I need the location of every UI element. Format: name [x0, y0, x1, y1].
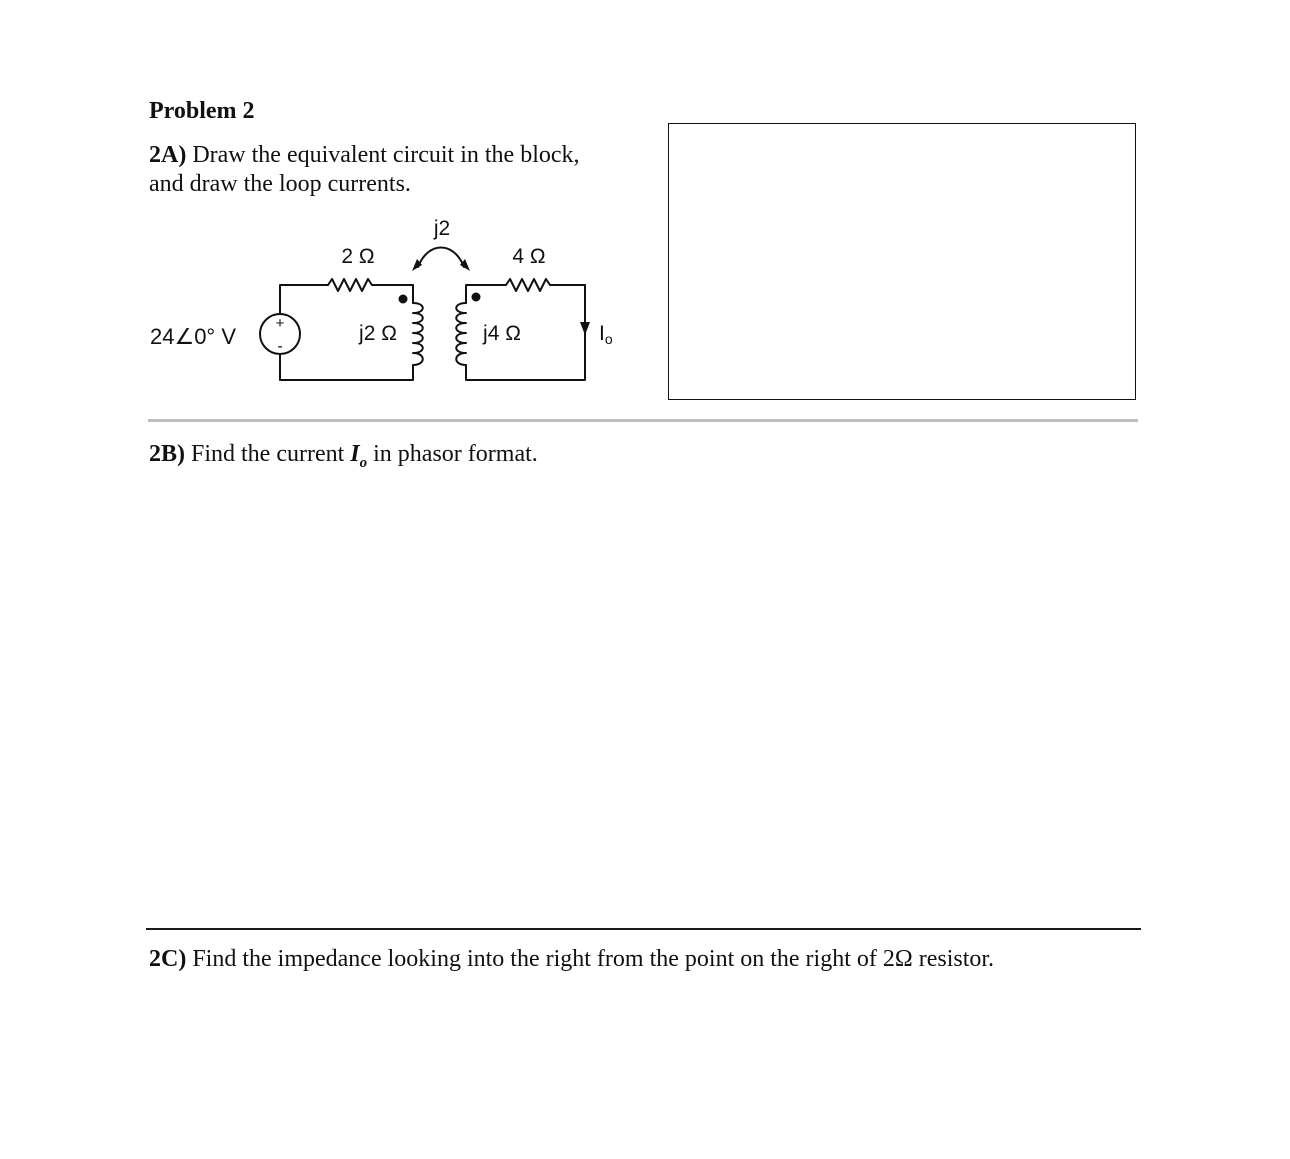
question-2a-label: 2A): [149, 142, 187, 168]
question-2b-variable-main: I: [350, 441, 360, 467]
r1-label: 2 Ω: [341, 245, 375, 268]
section-divider-2: [146, 928, 1141, 930]
question-2b-text-after: in phasor format.: [367, 441, 538, 467]
left-loop-bottom-wire: [280, 355, 413, 380]
current-arrow-icon: [580, 322, 590, 335]
source-label: 24∠0° V: [150, 324, 237, 349]
left-loop-top-wire: [280, 285, 328, 314]
answer-box-2a: [668, 123, 1136, 400]
l1-label: j2 Ω: [359, 322, 397, 345]
inductor-secondary: [456, 303, 466, 365]
question-2b-variable-sub: o: [359, 454, 368, 471]
current-label: [599, 322, 613, 347]
question-2b-text-before: Find the current: [185, 441, 351, 467]
current-label-main: I: [599, 322, 605, 345]
problem-title: Problem 2: [149, 98, 255, 124]
question-2b-variable: [350, 441, 368, 471]
question-2c-text: Find the impedance looking into the right from the point on the right of 2Ω resistor.: [186, 946, 995, 972]
circuit-diagram: [140, 205, 640, 395]
primary-dot-icon: [399, 295, 408, 304]
question-2b: [149, 441, 538, 472]
inductor-primary: [413, 303, 423, 365]
secondary-dot-icon: [472, 293, 481, 302]
source-plus: +: [275, 315, 285, 332]
right-loop-top-wire: [466, 285, 506, 303]
source-minus: -: [277, 338, 283, 355]
l2-label: j4 Ω: [483, 322, 521, 345]
question-2c-label: 2C): [149, 946, 187, 972]
question-2b-label: 2B): [149, 441, 185, 467]
question-2a-line1: Draw the equivalent circuit in the block,: [186, 142, 580, 168]
mutual-coupling-arc: [418, 248, 464, 268]
r2-label: 4 Ω: [512, 245, 546, 268]
resistor-4ohm: [506, 279, 550, 291]
resistor-2ohm: [328, 279, 372, 291]
question-2a-line2: and draw the loop currents.: [149, 171, 411, 197]
question-2c: [149, 946, 994, 973]
question-2a: [149, 141, 639, 199]
mutual-label: j2: [433, 217, 451, 240]
section-divider-1: [148, 419, 1138, 422]
current-label-sub: o: [604, 331, 613, 347]
